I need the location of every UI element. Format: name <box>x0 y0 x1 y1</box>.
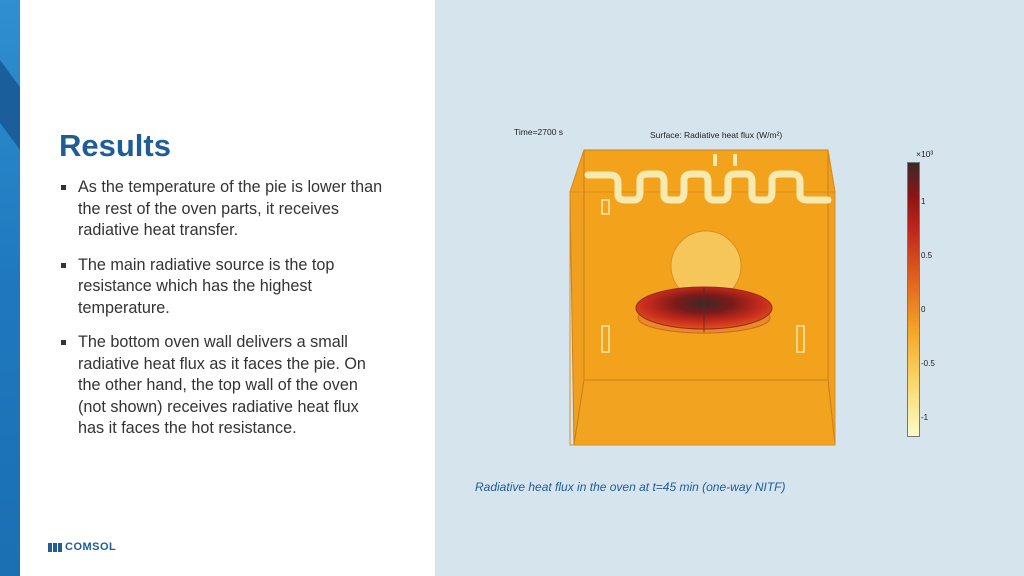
strip-notch <box>0 60 20 150</box>
comsol-logo <box>48 541 116 553</box>
oven-radiative-flux-plot <box>560 140 850 450</box>
colorbar <box>907 162 920 437</box>
surface-label: Surface: Radiative heat flux (W/m²) <box>650 130 783 140</box>
logo-text: COMSOL <box>65 541 117 553</box>
bullet-item: The bottom oven wall delivers a small radiative heat flux as it faces the pie. On the other hand, the top wall of the oven (not shown) receives radiative heat flux has it faces the hot resistance. <box>58 332 388 440</box>
colorbar-tick: 0.5 <box>921 251 933 260</box>
scale-label: ×10³ <box>916 149 934 159</box>
colorbar-tick: 1 <box>921 197 926 206</box>
oven-floor <box>574 380 835 445</box>
bullet-item: The main radiative source is the top resistance which has the highest temperature. <box>58 255 388 320</box>
bullet-list <box>58 177 388 453</box>
comsol-logo-icon <box>48 543 62 552</box>
left-accent-strip <box>0 0 20 576</box>
colorbar-tick: -1 <box>921 413 929 422</box>
slide-title: Results <box>59 128 171 163</box>
time-label: Time=2700 s <box>514 127 564 137</box>
colorbar-tick: 0 <box>921 305 926 314</box>
bullet-item: As the temperature of the pie is lower than the rest of the oven parts, it receives radiative heat transfer. <box>58 177 388 242</box>
figure-caption: Radiative heat flux in the oven at t=45 min (one-way NITF) <box>475 480 786 494</box>
colorbar-tick: -0.5 <box>921 359 935 368</box>
